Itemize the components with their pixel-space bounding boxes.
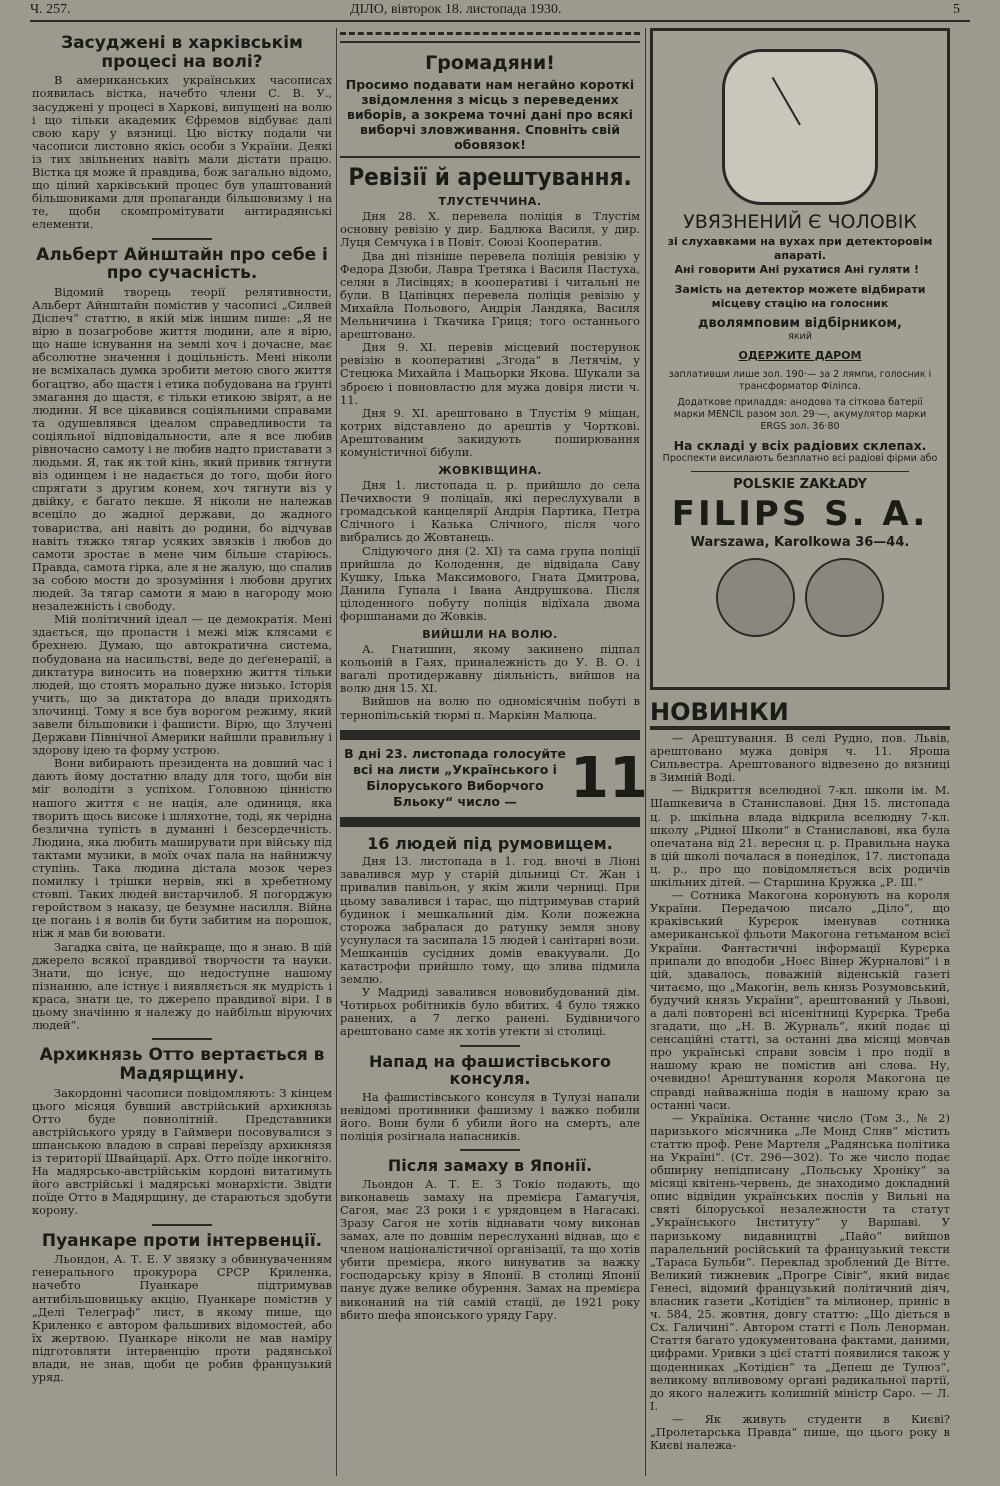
ad-company: POLSKIE ZAKŁADY [733, 477, 867, 492]
article-paragraph: Загадка світа, це найкраще, що я знаю. В цій джерело всякої правдивої творчости та науки. Знати, що існує, що недоступне нашому пізнанню, але істнує і виявляється як мудрість і краса, знати це, то джерело правдивої віри. І в цьому значінню я належу до найбільш віруючих людей“. [32, 939, 332, 1033]
divider [152, 238, 212, 240]
divider [152, 1038, 212, 1040]
news-heading: НОВИНКИ [650, 698, 950, 730]
ad-line: На складі у всіх радіових склепах. [673, 438, 927, 453]
ad-line: заплативши лише зол. 190·— за 2 лямпи, голосник і трансформатор Філіпса. [668, 369, 932, 392]
battery-illustration [716, 558, 795, 637]
ad-line: Проспекти висилають безплатно всі радіові фірми або [662, 453, 938, 464]
article-paragraph: Дня 28. X. перевела поліція в Тлустім основну ревізію у дир. Бадлюка Василя, у дир. Луця Семчука і в Повіт. Союзі Кооператив. [340, 209, 640, 250]
article-paragraph: Дня 13. листопада в 1. год. вночі в Ліоні завалився мур у старій дільниці Ст. Жан і привалив павільон, у якім жили черниці. При цьому завалився і тарас, що підтримував старий будинок і мешкальний дім. Коли пожежна сторожа забралася до ратунку земля знову усунулася та засипала 15 людей і санітарні вози. Мешканців сусідних домів евакуували. До катастрофи прийшло тому, що злива підмила землю. [340, 854, 640, 987]
divider [340, 32, 640, 35]
article-paragraph: Дня 9. XI. арештовано в Тлустім 9 міщан, котрих відставлено до арештів у Чорткові. Арештованим закидують поширювання комуністичної бібули. [340, 405, 640, 459]
divider [460, 1045, 520, 1047]
product-illustrations [661, 558, 939, 637]
article-paragraph: Вони вибирають президента на довший час і дають йому достатню владу для того, щоби він міг володіти з успіхом. Головною цінністю нашого життя є не нація, але одиниця, яка творить щось високе і шляхотне, тоді, як черідна безлична тупість в думанні і безсердечність. Людина, яка любить маширувати при війську під тактами музики, в моїх очах пала на найнижчу ступінь. Така людина дістала мозок через помилку і трішки нервів, які в хребетному стовпі. Таких людей вистарчилоб. Я погорджую геройством з наказу, це безумне насилля. Війна це погань і я волів би бути забитим на порошок, ніж я мав би воювати. [32, 756, 332, 941]
ad-line: який [788, 331, 812, 342]
news-item: — Як живуть студенти в Києві? „Пролетарська Правда“ пише, що цього року в Києві належа- [650, 1411, 950, 1453]
article-paragraph: Два дні пізніше перевела поліція ревізію у Федора Дзюби, Лавра Третяка і Василя Пастуха, селян в Лисівцях; в кооперативі і читальні не були. В Цапівцях перевела поліція ревізію у Михайла Польового, Андрія Ландяка, Василя Мельничина і Ткачика Гриця; того останнього арештовано. [340, 248, 640, 342]
page-number: 5 [953, 2, 960, 17]
vote-banner [340, 730, 648, 827]
section-subtitle: ЖОВКІВЩИНА. [438, 464, 542, 478]
column-2 [340, 28, 648, 1480]
ad-headline: УВЯЗНЕНИЙ Є ЧОЛОВІК [683, 211, 917, 233]
article-text: В американських українських часописах появилась вістка, начебто члени С. В. У., засуджені у процесі в Харкові, випущені на волю і що тільки академик Єфремов відбуває далі свою кару у вязниці. Цю вістку подали чи часописи листовно якісь особи з України. Деякі із тих звільнених навіть мали дістати працю. Вістка ця може й правдива, бож загально відомо, що цілий харківський процес був улаштований більшовиками для пропаганди більшовизму і на те, щоби скомпромітувати антирадянські елементи. [32, 73, 332, 232]
ad-line: Ані говорити Ані рухатися Ані гуляти ! [674, 263, 919, 276]
article-paragraph: Слідуючого дня (2. XI) та сама група поліції прийшла до Колодення, де відвідала Саву Кушку, Ілька Максимового, Гната Дмитрова, Данила Гупала і Івана Андрушкова. Після цілоденного побуту поліція відїхала двома форшпанами до Жовків. [340, 543, 640, 623]
article-text: Льондон А. Т. Е. З Токіо подають, що виконавець замаху на премієра Гамагучія, Сагоя, має 23 роки і є урядовцем в Нагасакі. Зразу Сагоя не хотів віднавати чому виконав замах, але по довшім переслуханні віднав, що є членом націоналістичної організації, та що хотів убити премієра, якого винуватив за важку господарську крізу в Японії. В столиці Японії панує дуже велике обурення. Замах на премієра виконаний на тій самій стації, де 1921 року вбито шефа японського уряду Гару. [340, 1176, 640, 1322]
article-paragraph: У Мадриді завалився нововибудований дім. Чотирьох робітників було вбитих, 4 було тяжко ранених, а 7 легко ранені. Будівничого арештовано саме як хотів утекти зі столиці. [340, 985, 640, 1039]
ad-line: дволямповим відбірником, [698, 316, 902, 331]
article-title: Засуджені в харківськім процесі на волі? [61, 33, 303, 72]
article-paragraph: Вийшов на волю по одномісячнім побуті в тернопільській тюрмі п. Маркіян Малюца. [340, 694, 640, 722]
callout-title: Громадяни! [425, 52, 555, 74]
divider [152, 1224, 212, 1226]
column-rule [336, 28, 337, 1476]
ad-line: зі слухавками на вухах при детекторовім апараті. [667, 235, 933, 262]
article-paragraph: Відомий творець теорії релятивности, Альберт Айнштайн помістив у часописі „Силвей Діспеч“ статтю, в якій між іншим пише: „Я не вірю в позагробове життя людини, але я вірю, що наше існування на землі хоч і дочасне, має абсолютне значення і доцільність. Мені ніколи не всміхалась думка зробити метою свого життя богацтво, або щастя і етика побудована на ґрунті змагання до щастя, є тільки етикою звірят, а не людини. Я все цікавився соціяльними справами та одушевлявся ідеалом справедливости та соціяльної відповідальности, але я все любив рівночасно самоту і не любив надто приставати з людьми. Я, так як той кінь, який привик тягнути віз одинцем і не надається до того, щоби його спрягати з другим конем, хоч тягнути віз у двійку, є багато лекше. Я ніколи не належав всеціло до жадної держави, до жадного товариства, ані навіть до родини, бо відчував навіть тяжко тягар усяких звязків і любов до самоти зростає в мене чим більше старіюсь. Правда, самота гірка, але я не жалую, що спалив за собою мости до зрозуміння і любови других людей. За тягар самоти я маю в нагороду мою незалежність і свободу. [32, 284, 332, 614]
news-item: — Сотника Макогона коронують на короля України. Передачою писало „Діло“, що краківський Курєрок іменував сотника американської фльоти Макогона гетьманом всієї України. Фантастичні інформації Курєрка припали до вподоби „Ноєс Вінер Журналові“ і в цій, здавалось, поважній віденській газеті читаємо, що „Макогін, вель князь Розумовський, будучий князь України“, арештований у Львові, а далі повторені всі нісенітниці Курєрка. Треба згадати, що „Н. В. Журналь“, який подає ці сенсаційні статті, за останні два місяці мовчав про українські справи зовсім і про події в нашому краю не помістив ані слова. Ну, очевидно! Арештування короля Макогона це справді найважніша подія в нашому краю за останні часи. [650, 888, 950, 1112]
paper-title-date: ДІЛО, вівторок 18. листопада 1930. [350, 2, 562, 17]
ad-divider [691, 471, 909, 472]
article-paragraph: Дня 1. листопада ц. р. прийшло до села Печихвости 9 поліцаїв, які переслухували в громадськой канцелярії Андрія Партика, Петра Слічного і Казька Слічного, після чого вибрались до Жовтанець. [340, 478, 640, 545]
battery-illustration [805, 558, 884, 637]
news-item: — Відкриття вселюдної 7-кл. школи ім. М. Шашкевича в Станиславові. Дня 15. листопада ц. р. шкільна влада відкрила вселюдну 7-кл. школу „Рідної Школи“ в Станиславові, яка була опечатана від 21. вересня ц. р. Правильна наука в цій школі почалася в понеділок, 17. листопада ц. р., про що повідомляється всіх родичів шкільних дітей. — Старшина Кружка „Р. Ш.“ [650, 783, 950, 890]
article-title: Напад на фашистівського консуля. [369, 1051, 611, 1089]
callout-text: Просимо подавати нам негайно короткі звідомлення з місць з переведених виборів, а зокрема точні дані про всякі виборчі зловживання. Сповніть свій обовязок! [345, 76, 635, 152]
article-title: Архикнязь Отто вертається в Мадярщину. [39, 1045, 325, 1084]
issue-number: Ч. 257. [30, 2, 71, 17]
ad-line: Додаткове приладдя: анодова та сіткова батерії марки MENCIL разом зол. 29·—, акумулятор марки ERGS зол. 36·80 [673, 397, 927, 432]
article-title: Пуанкаре проти інтервенції. [41, 1230, 323, 1251]
article-title: Після замаху в Японії. [387, 1156, 593, 1176]
article-paragraph: Мій політичний ідеал — це демократія. Мені здається, що пропасти і межі між клясами є брехнею. Думаю, що автократична система, побудована на насильстві, веде до деґенерації, а диктатура виносить на поверхню життя тільки людей, що стоять морально дуже низько. Історія учить, що за диктатора до влади приходять злочинці. Тому я все був ворогом режиму, який завели більшовики і фашисти. Вірю, що Злучені Держави Північної Америки найшли правильну і здорову ідею та форму устрою. [32, 612, 332, 758]
clock-illustration [722, 49, 878, 205]
article-text: Закордонні часописи повідомляють: З кінцем цього місяця бувший австрійський архикнязь Отто буде повнолітній. Представники австрійського уряду в Гаймвери посовувалися з шпанською владою в справі переїзду архикнязя із території Швайцарії. Арх. Отто поїде інкогніто. На мадярсько-австрійськім кордоні витатимуть його австрійські і мадярські монархісти. Звідти поїде Отто в Мадярщину, де стараються здобути корону. [32, 1085, 332, 1218]
column-1 [32, 28, 332, 1480]
ad-line: Замість на детектор можете відбирати місцеву стацію на голосник [674, 283, 926, 310]
article-paragraph: А. Гнатишин, якому закинено підпал кольоній в Гаях, приналежність до У. В. О. і вагалі протидержавну діяльність, вийшов на волю дня 15. XI. [340, 642, 640, 696]
ad-brand: FILIPS S. A. [671, 494, 929, 534]
divider [460, 1149, 520, 1151]
masthead [30, 0, 970, 22]
masthead-rule [30, 20, 970, 22]
vote-text: В дні 23. листопада голосуйте всі на листи „Українського і Білоруського Виборчого Бльоку“ число — [344, 746, 566, 810]
news-item: — Арештування. В селі Рудно, пов. Львів, арештовано мужа довіря ч. 11. Яроша Сильвестра. Арештованого відвезено до вязниці в Зимній Воді. [650, 731, 950, 785]
section-subtitle: ТЛУСТЕЧЧИНА. [438, 195, 542, 209]
ad-gift: ОДЕРЖИТЕ ДАРОМ [738, 349, 862, 362]
vote-number: 11 [570, 745, 648, 811]
section-subtitle: ВИЙШЛИ НА ВОЛЮ. [422, 628, 558, 642]
article-paragraph: Дня 9. XI. перевів місцевий постерунок ревізію в кооперативі „Згода“ в Летячім, у Стецюка Михайла і Мацьорки Якова. Шукали за зброєю і повновластю для мужа довіря листи ч. 11. [340, 340, 640, 407]
ad-address: Warszawa, Karolkowa 36—44. [690, 535, 910, 550]
news-item: — Україніка. Останнє число (Том 3., № 2) паризького місячника „Ле Монд Сляв“ містить статтю проф. Рене Мартеля „Радянська політика на Україні“. (Ст. 296—302). То же число подає обширну непідписану „Польську Хроніку“ за місяці квітень-червень, де знаходимо докладний опис відвідин українських послів у Вильні на святі білоруської незалежности та статут „Українського Інституту“ у Варшаві. У паризькому видавництві „Пайо“ вийшов паралельний російський та французький тексти „Тараса Бульби“. Переклад зроблений Де Вітте. Великий тижневик „Прогре Сівіг“, який видає Генесі, відомий французький політичний діяч, власник газети „Котідієн“ та мілионер, приніс в ч. 584, 25. жовтня, довгу статтю: „Що діється в Сх. Галичині“. Автором статті є Поль Ленорман. Стаття багато удокументована фактами, даними, цифрами. Уривки з цієї статті появилися також у щоденниках „Котідієн“ та „Депеш де Тулюз“, великому впливовому органі радикальної партії, до якого належить колишній міністр Саро. — Л. І. [650, 1110, 950, 1413]
article-title: Ревізії й арештування. [348, 162, 632, 191]
article-title: 16 людей під румовищем. [367, 833, 613, 853]
article-text: На фашистівського консуля в Тулузі напали невідомі противники фашизму і важко побили його. Вони були б убили його на смерть, але поліція розігнала напасників. [340, 1089, 640, 1144]
article-title: Альберт Айнштайн про себе і про сучасність. [36, 244, 328, 284]
philips-advertisement [650, 28, 950, 690]
callout-box [340, 41, 640, 158]
column-3 [650, 28, 950, 1480]
article-text: Льондон, А. Т. Е. У звязку з обвинуваченням генерального прокурора СРСР Криленка, начебто Пуанкаре підтримував антибільшовицьку акцію, Пуанкаре помістив у „Делі Телеграф“ лист, в якому пише, що Криленко є автором фальшивих відомостей, або їх жертвою. Пуанкаре ніколи не мав наміру підготовляти інтервенцію проти радянської влади, не знав, щоби це робив французький уряд. [32, 1252, 332, 1385]
